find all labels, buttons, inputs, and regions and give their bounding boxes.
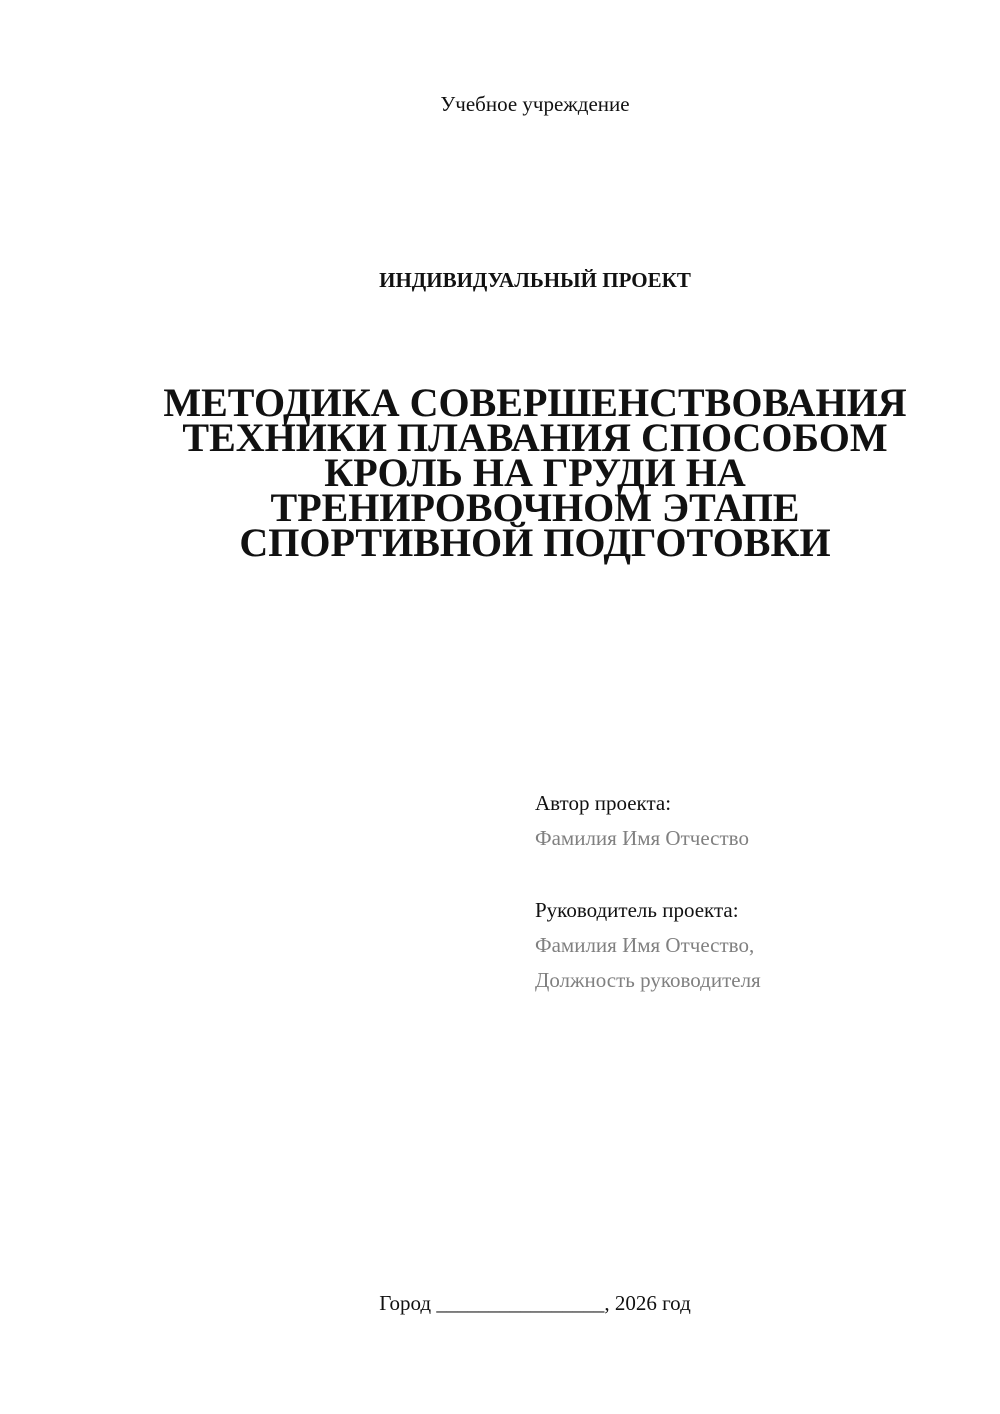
supervisor-block bbox=[535, 893, 761, 998]
title-line: МЕТОДИКА СОВЕРШЕНСТВОВАНИЯ bbox=[163, 380, 907, 425]
author-label: Автор проекта: bbox=[535, 791, 672, 815]
title-line: ТРЕНИРОВОЧНОМ ЭТАПЕ bbox=[270, 485, 800, 530]
supervisor-name: Фамилия Имя Отчество, bbox=[535, 933, 755, 957]
title-line: КРОЛЬ НА ГРУДИ НА bbox=[324, 450, 746, 495]
supervisor-position: Должность руководителя bbox=[535, 968, 761, 992]
institution-name: Учебное учреждение bbox=[440, 92, 630, 116]
supervisor-label: Руководитель проекта: bbox=[535, 898, 739, 922]
project-kind-heading: ИНДИВИДУАЛЬНЫЙ ПРОЕКТ bbox=[379, 268, 691, 292]
author-name: Фамилия Имя Отчество bbox=[535, 826, 749, 850]
city-year-footer: Город ________________, 2026 год bbox=[379, 1291, 691, 1315]
title-line: СПОРТИВНОЙ ПОДГОТОВКИ bbox=[239, 520, 831, 565]
title-line: ТЕХНИКИ ПЛАВАНИЯ СПОСОБОМ bbox=[182, 415, 888, 460]
author-block bbox=[535, 786, 749, 856]
project-title bbox=[120, 380, 950, 565]
